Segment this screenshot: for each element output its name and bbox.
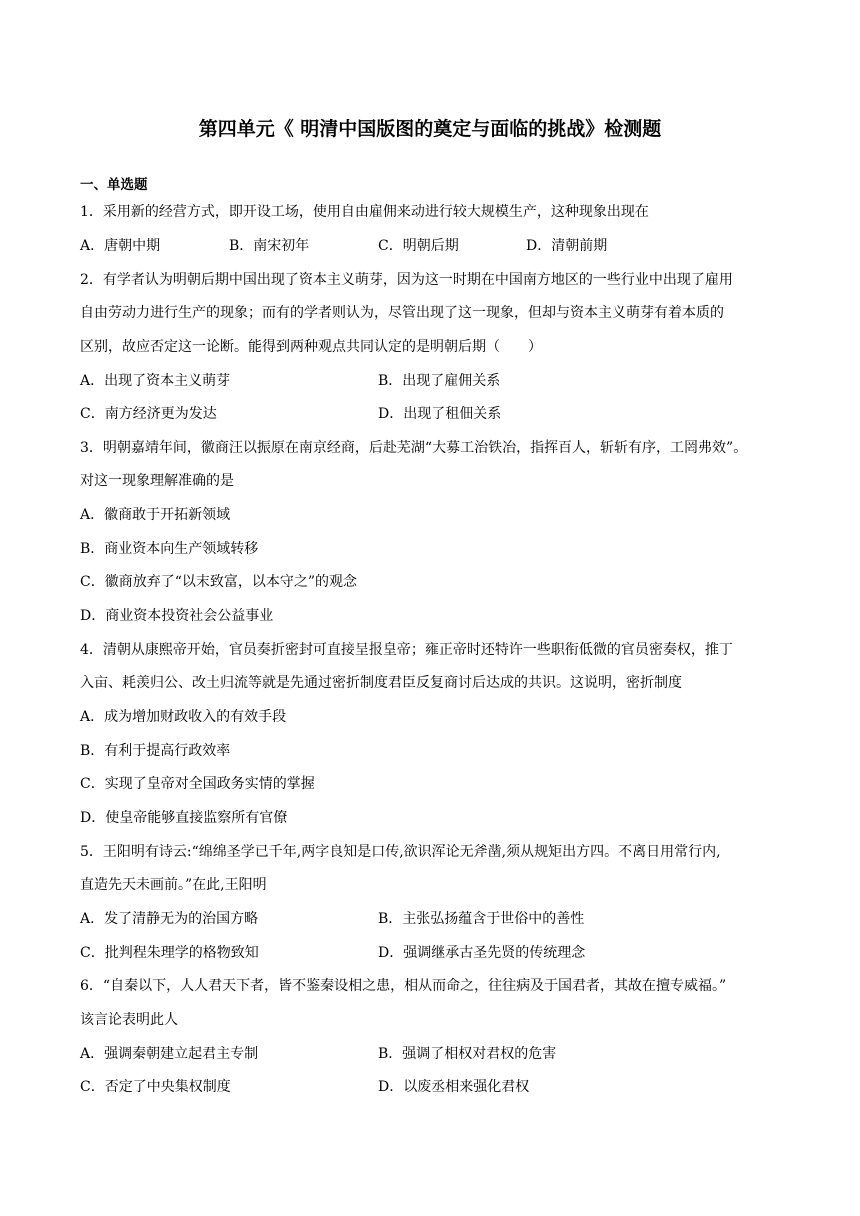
question-4-option-b: B．有利于提高行政效率 (80, 743, 231, 759)
question-4-stem-line-1: 4．清朝从康熙帝开始，官员奏折密封可直接呈报皇帝；雍正帝时还特许一些职衔低微的官员密奏权，推丁 (80, 642, 733, 658)
question-5-option-c: C．批判程朱理学的格物致知 (80, 945, 259, 961)
question-5-stem-line-1: 5．王阳明有诗云:“绵绵圣学已千年,两字良知是口传,欲识浑论无斧凿,须从规矩出方四。不离日用常行内, (80, 844, 721, 860)
question-6-option-d: D．以废丞相来强化君权 (378, 1079, 530, 1095)
question-3-option-a: A．徽商敢于开拓新领域 (80, 507, 231, 523)
document-title: 第四单元《 明清中国版图的奠定与面临的挑战》检测题 (198, 118, 662, 140)
question-4-option-c: C．实现了皇帝对全国政务实情的掌握 (80, 776, 315, 792)
question-1-option-a: A．唐朝中期 (80, 238, 161, 254)
question-1-option-c: C．明朝后期 (378, 238, 459, 254)
question-3-option-c: C．徽商放弃了“以末致富，以本守之”的观念 (80, 574, 358, 590)
question-4-option-d: D．使皇帝能够直接监察所有官僚 (80, 810, 288, 826)
question-2-stem-line-2: 自由劳动力进行生产的现象；而有的学者则认为，尽管出现了这一现象，但却与资本主义萌芽有着本质的 (80, 305, 724, 321)
question-6-stem-line-1: 6．“自秦以下，人人君天下者，皆不鉴秦设相之患，相从而命之，往往病及于国君者，其故在擅专威福。” (80, 978, 727, 994)
question-2-stem-line-3: 区别，故应否定这一论断。能得到两种观点共同认定的是明朝后期（ ） (80, 339, 542, 355)
question-1-option-b: B．南宋初年 (229, 238, 310, 254)
question-6-option-c: C．否定了中央集权制度 (80, 1079, 231, 1095)
question-4-stem-line-2: 入亩、耗羡归公、改土归流等就是先通过密折制度君臣反复商讨后达成的共识。这说明，密折制度 (80, 675, 682, 691)
question-2-option-d: D．出现了租佃关系 (378, 406, 502, 422)
section-heading: 一、单选题 (80, 177, 148, 193)
question-5-stem-line-2: 直造先天未画前。”在此,王阳明 (80, 877, 267, 893)
question-1-stem: 1．采用新的经营方式，即开设工场，使用自由雇佣来动进行较大规模生产，这种现象出现在 (80, 204, 649, 220)
question-5-option-a: A．发了清静无为的治国方略 (80, 911, 259, 927)
question-6-stem-line-2: 该言论表明此人 (80, 1012, 178, 1028)
question-5-option-d: D．强调继承古圣先贤的传统理念 (378, 945, 586, 961)
question-2-option-b: B．出现了雇佣关系 (378, 373, 501, 389)
question-3-stem-line-2: 对这一现象理解准确的是 (80, 473, 234, 489)
question-3-option-b: B．商业资本向生产领域转移 (80, 541, 259, 557)
question-6-option-a: A．强调秦朝建立起君主专制 (80, 1046, 259, 1062)
question-2-stem-line-1: 2．有学者认为明朝后期中国出现了资本主义萌芽，因为这一时期在中国南方地区的一些行业中出现了雇用 (80, 272, 733, 288)
question-6-option-b: B．强调了相权对君权的危害 (378, 1046, 557, 1062)
question-1-option-d: D．清朝前期 (526, 238, 608, 254)
question-2-option-c: C．南方经济更为发达 (80, 406, 217, 422)
question-5-option-b: B．主张弘扬蕴含于世俗中的善性 (378, 911, 585, 927)
question-2-option-a: A．出现了资本主义萌芽 (80, 373, 231, 389)
question-3-option-d: D．商业资本投资社会公益事业 (80, 608, 274, 624)
question-4-option-a: A．成为增加财政收入的有效手段 (80, 709, 287, 725)
question-3-stem-line-1: 3．明朝嘉靖年间，徽商汪以振原在南京经商，后赴芜湖“大募工治铁冶，指挥百人，斩斩有序，工罔弗效”。 (80, 440, 748, 456)
